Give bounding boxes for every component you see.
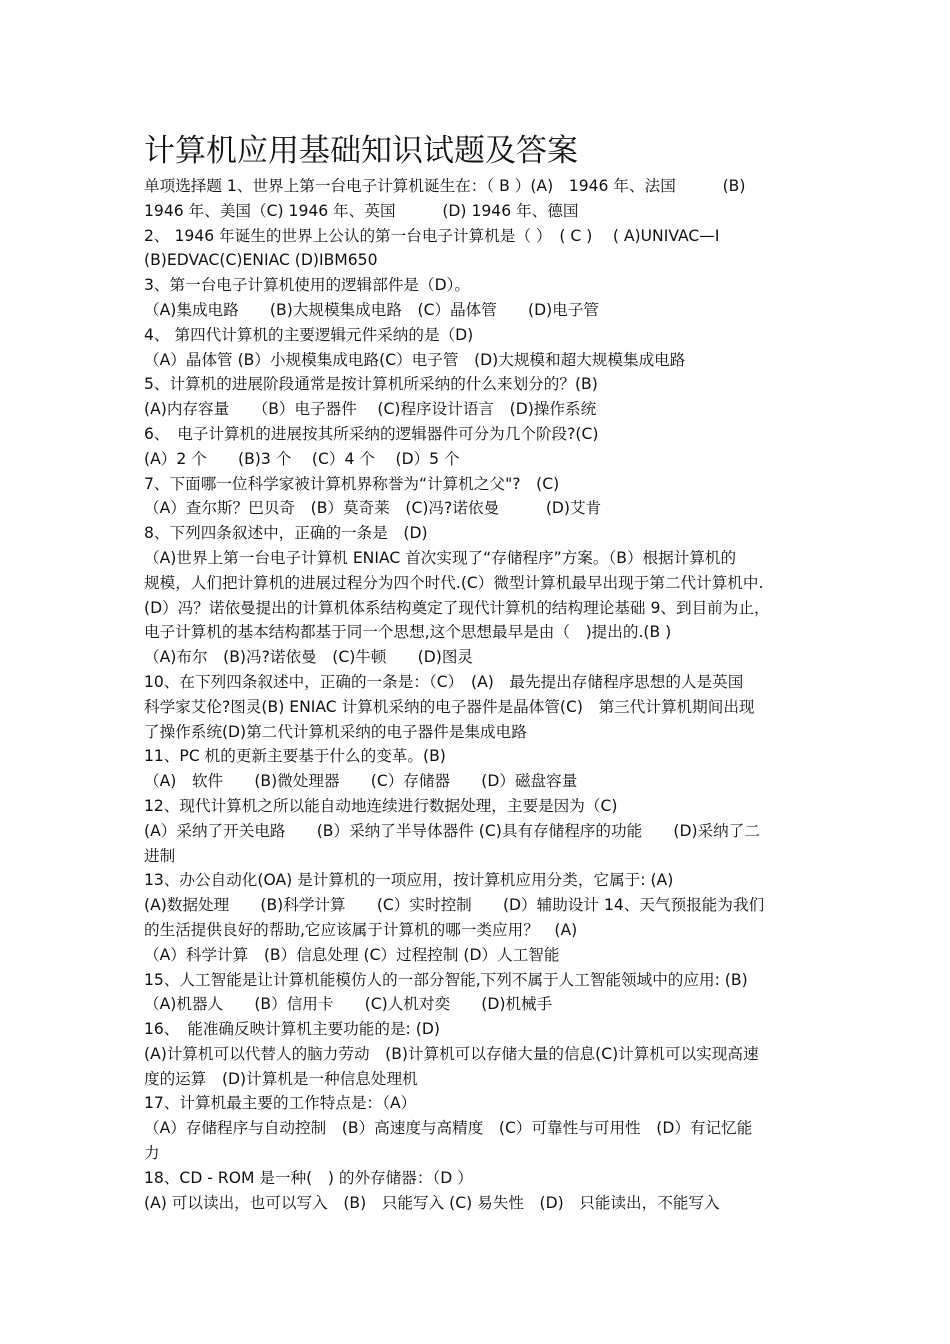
- text-line: 10、在下列四条叙述中，正确的一条是：（C） (A) 最先提出存储程序思想的人是英国: [144, 672, 744, 691]
- text-line: （A）科学计算 (B）信息处理 (C）过程控制 (D）人工智能: [144, 945, 560, 964]
- text-line: (A)计算机可以代替人的脑力劳动 (B)计算机可以存储大量的信息(C)计算机可以实现高速: [144, 1044, 759, 1063]
- text-line: (A）2 个 (B)3 个 (C）4 个 (D）5 个: [144, 449, 460, 468]
- text-line: 7、下面哪一位科学家被计算机界称誉为“计算机之父"? (C): [144, 474, 560, 493]
- text-line: （A）查尔斯？巴贝奇 (B）莫奇莱 (C)冯?诺依曼 (D)艾肯: [144, 499, 602, 518]
- text-line: 3、第一台电子计算机使用的逻辑部件是（D）。: [144, 276, 471, 295]
- text-line: 4、 第四代计算机的主要逻辑元件采纳的是（D): [144, 325, 474, 344]
- text-line: （A)机器人 (B）信用卡 (C)人机对奕 (D)机械手: [144, 995, 553, 1014]
- text-line: 6、 电子计算机的进展按其所采纳的逻辑器件可分为几个阶段?(C): [144, 424, 599, 443]
- text-line: 了操作系统(D)第二代计算机采纳的电子器件是集成电路: [144, 722, 527, 741]
- text-line: 15、人工智能是让计算机能模仿人的一部分智能,下列不属于人工智能领域中的应用: (B): [144, 970, 748, 989]
- text-line: （A) 软件 (B)微处理器 (C）存储器 (D）磁盘容量: [144, 772, 578, 791]
- text-line: (A）采纳了开关电路 (B）采纳了半导体器件 (C)具有存储程序的功能 (D)采纳了二: [144, 821, 760, 840]
- text-line: （A)布尔 (B)冯?诺依曼 (C)牛顿 (D)图灵: [144, 648, 474, 667]
- text-line: 规模，人们把计算机的进展过程分为四个时代.(C）微型计算机最早出现于第二代计算机中.: [144, 573, 764, 592]
- text-line: (D）冯？诺依曼提出的计算机体系结构奠定了现代计算机的结构理论基础 9、到目前为止，: [144, 598, 770, 617]
- text-line: 17、计算机最主要的工作特点是：（A）: [144, 1094, 417, 1113]
- text-line: 16、 能准确反映计算机主要功能的是: (D): [144, 1020, 440, 1039]
- text-line: 的生活提供良好的帮助,它应该属于计算机的哪一类应用？ (A): [144, 920, 578, 939]
- text-line: （A）存储程序与自动控制 (B）高速度与高精度 (C）可靠性与可用性 (D）有记忆能: [144, 1119, 753, 1138]
- text-line: 2、 1946 年诞生的世界上公认的第一台电子计算机是（ ） ( C ) ( A)UNIVAC—I: [144, 226, 720, 245]
- text-line: 11、PC 机的更新主要基于什么的变革。(B): [144, 747, 446, 766]
- text-line: 12、现代计算机之所以能自动地连续进行数据处理，主要是因为（C): [144, 796, 618, 815]
- text-line: 18、CD - ROM 是一种( ) 的外存储器：（D ）: [144, 1168, 473, 1187]
- text-line: (A) 可以读出，也可以写入 (B) 只能写入 (C) 易失性 (D) 只能读出，不能写入: [144, 1193, 720, 1212]
- text-line: （A)集成电路 (B)大规模集成电路 (C）晶体管 (D)电子管: [144, 300, 600, 319]
- text-line: 1946 年、美国（C) 1946 年、英国 (D) 1946 年、德国: [144, 201, 579, 220]
- text-line: 单项选择题 1、世界上第一台电子计算机诞生在：（ B ）(A) 1946 年、法国 (B): [144, 177, 746, 195]
- text-line: (A)内存容量 （B）电子器件 (C)程序设计语言 (D)操作系统: [144, 400, 597, 419]
- document-title: 计算机应用基础知识试题及答案: [144, 133, 578, 169]
- text-line: 5、计算机的进展阶段通常是按计算机所采纳的什么来划分的？(B): [144, 375, 598, 394]
- text-line: 电子计算机的基本结构都基于同一个思想,这个思想最早是由（ )提出的.(B ): [144, 623, 672, 642]
- text-line: 度的运算 (D)计算机是一种信息处理机: [144, 1069, 418, 1088]
- text-line: 8、下列四条叙述中，正确的一条是 (D): [144, 524, 428, 543]
- text-line: 力: [144, 1144, 160, 1163]
- text-line: 科学家艾伦?图灵(B) ENIAC 计算机采纳的电子器件是晶体管(C) 第三代计算机期间出现: [144, 697, 755, 716]
- document-page: [144, 128, 820, 1215]
- text-line: （A)世界上第一台电子计算机 ENIAC 首次实现了“存储程序”方案。（B）根据计算机的: [144, 548, 737, 567]
- text-line: (B)EDVAC(C)ENIAC (D)IBM650: [144, 251, 378, 270]
- text-line: (A)数据处理 (B)科学计算 (C）实时控制 (D）辅助设计 14、天气预报能为我们: [144, 896, 765, 915]
- text-line: 13、办公自动化(OA) 是计算机的一项应用，按计算机应用分类，它属于: (A): [144, 871, 674, 890]
- document-body: [144, 174, 820, 1215]
- text-line: （A）晶体管 (B）小规模集成电路(C）电子管 (D)大规模和超大规模集成电路: [144, 350, 686, 369]
- text-line: 进制: [144, 846, 176, 865]
